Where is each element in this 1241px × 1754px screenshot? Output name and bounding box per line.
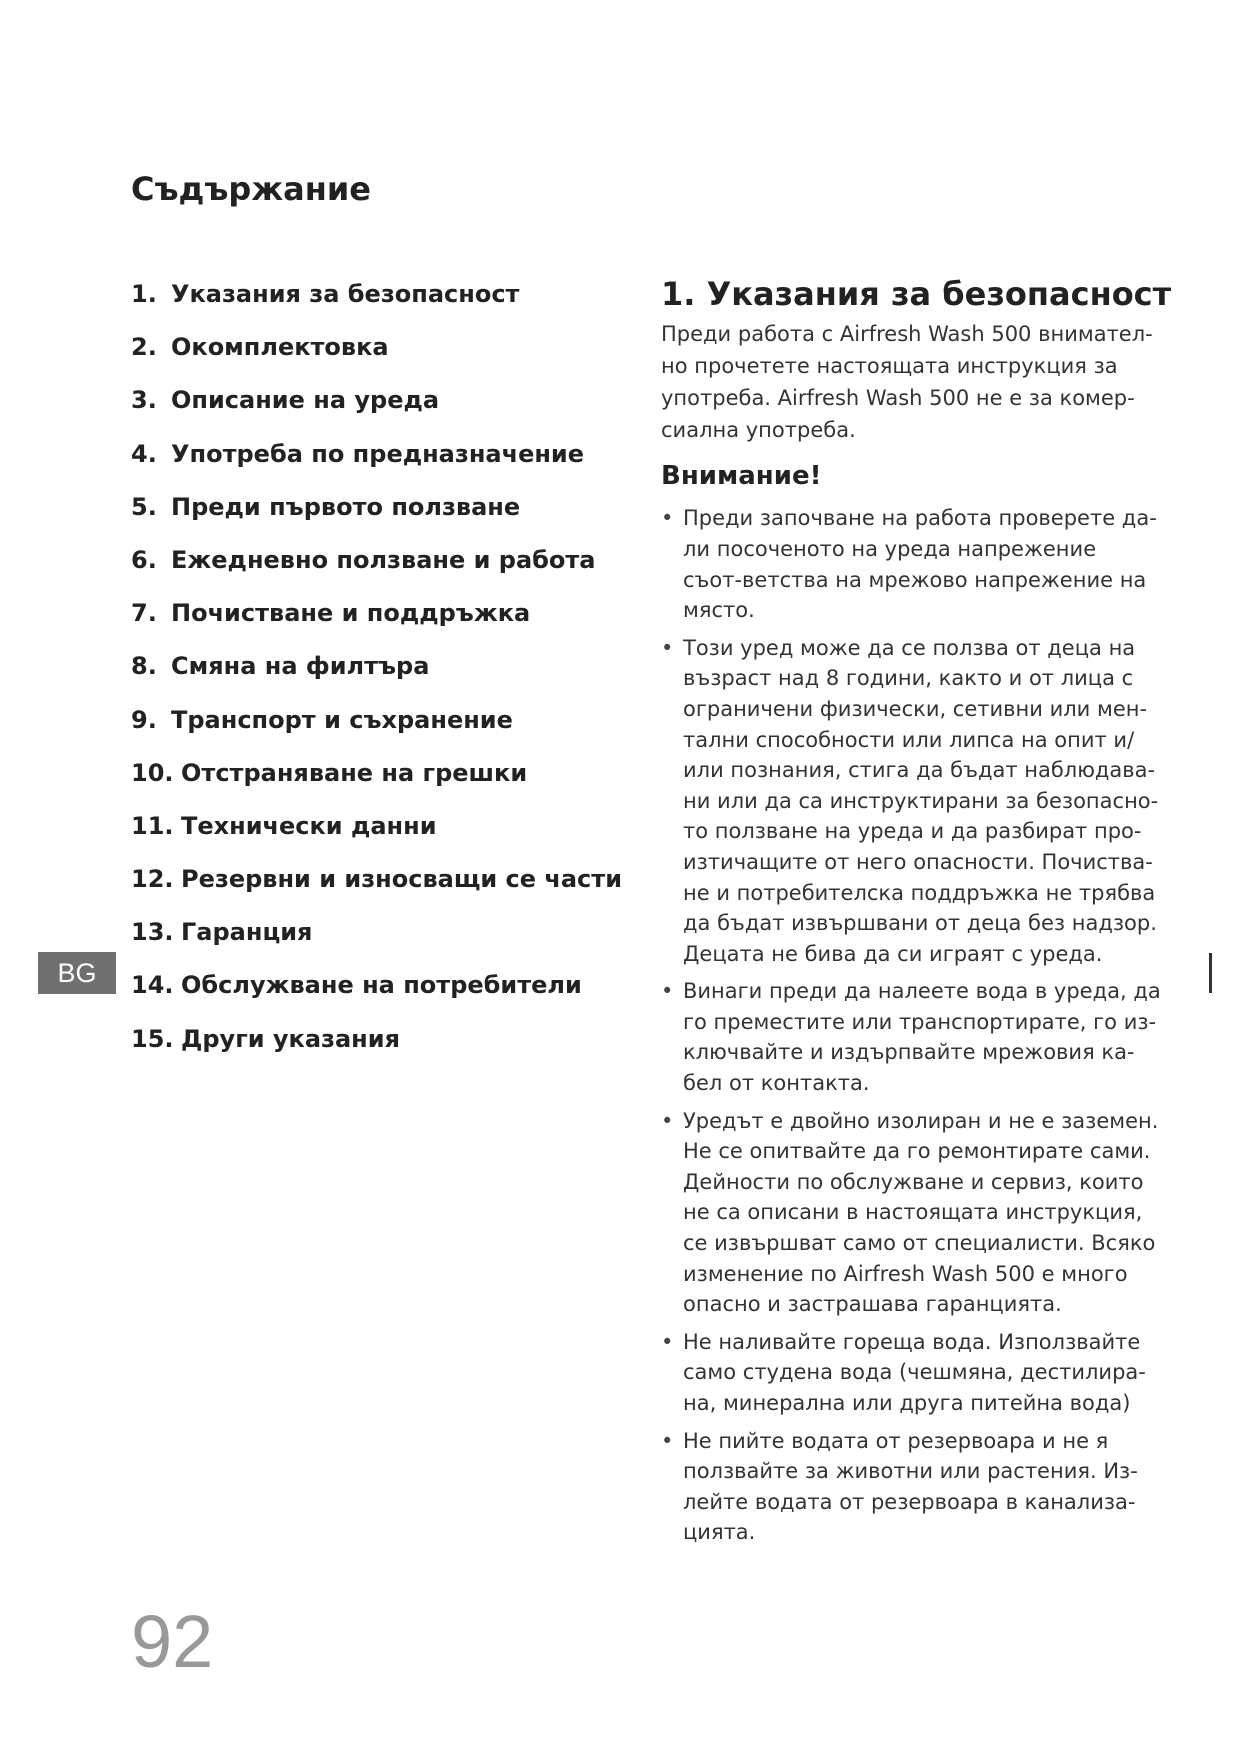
toc-item-label: Транспорт и съхранение <box>171 705 513 734</box>
toc-item-number: 10. <box>131 758 174 787</box>
toc-item-number: 12. <box>131 865 174 894</box>
toc-item <box>131 812 622 865</box>
list-item-text: Не наливайте гореща вода. Използвайте само студена вода (чешмяна, дестилира-на, минерална или друга питейна вода) <box>683 1329 1146 1416</box>
toc-title: Съдържание <box>131 170 371 208</box>
toc-item <box>131 386 622 439</box>
toc-item-number: 15. <box>131 1024 174 1053</box>
section-heading: 1. Указания за безопасност <box>661 275 1172 313</box>
toc-item <box>131 546 622 599</box>
toc-item-number: 1. <box>131 280 157 308</box>
toc-item-label: Гаранция <box>181 918 313 947</box>
toc-item-label: Смяна на филтъра <box>171 652 430 681</box>
toc-item-number: 7. <box>131 599 157 628</box>
list-item-text: Винаги преди да налеете вода в уреда, да го преместите или транспортирате, го из-ключвайте и издърпвайте мрежовия ка-бел от контакта. <box>683 979 1161 1096</box>
toc-item-label: Отстраняване на грешки <box>181 758 528 787</box>
toc-item <box>131 918 622 971</box>
toc-item-number: 13. <box>131 918 174 947</box>
toc-item-number: 11. <box>131 811 174 840</box>
list-item <box>661 1106 1161 1320</box>
toc-item-label: Почистване и поддръжка <box>171 599 531 628</box>
toc-item-number: 4. <box>131 439 157 468</box>
list-item <box>661 976 1161 1098</box>
toc-item-label: Технически данни <box>181 811 437 840</box>
toc-item <box>131 280 622 333</box>
bullet-icon: • <box>661 635 674 660</box>
toc-item <box>131 1025 622 1078</box>
toc-item-label: Други указания <box>181 1024 400 1053</box>
list-item <box>661 1327 1161 1419</box>
toc-item-label: Обслужване на потребители <box>181 971 582 1000</box>
toc-item-label: Ежедневно ползване и работа <box>171 545 596 574</box>
warning-list <box>661 503 1161 1548</box>
toc-item-label: Употреба по предназначение <box>171 439 585 468</box>
bullet-icon: • <box>661 1329 674 1354</box>
toc-item-label: Окомплектовка <box>171 333 389 362</box>
page-number: 92 <box>131 1600 214 1683</box>
table-of-contents <box>131 280 622 1078</box>
toc-item-number: 5. <box>131 492 157 521</box>
toc-item-number: 6. <box>131 545 157 574</box>
toc-item <box>131 759 622 812</box>
toc-item <box>131 865 622 918</box>
list-item <box>661 503 1161 625</box>
toc-item-number: 2. <box>131 333 157 362</box>
warning-title: Внимание! <box>661 460 822 491</box>
toc-item-number: 3. <box>131 386 157 415</box>
toc-item-number: 9. <box>131 705 157 734</box>
toc-item-label: Описание на уреда <box>171 386 440 415</box>
toc-item <box>131 706 622 759</box>
list-item <box>661 633 1161 970</box>
bullet-icon: • <box>661 979 674 1004</box>
toc-item <box>131 333 622 386</box>
toc-item-label: Указания за безопасност <box>171 280 520 308</box>
toc-item <box>131 971 622 1024</box>
toc-item-number: 8. <box>131 652 157 681</box>
list-item-text: Не пийте водата от резервоара и не я ползвайте за животни или растения. Из-лейте водата от резервоара в канализа-цията. <box>683 1428 1138 1545</box>
bullet-icon: • <box>661 506 674 531</box>
bullet-icon: • <box>661 1428 674 1453</box>
toc-item <box>131 599 622 652</box>
list-item-text: Този уред може да се ползва от деца на възраст над 8 години, както и от лица с ограничени физически, сетивни или мен-тални способности или липса на опит и/ или познания, стига да бъдат наблюдава-ни или да са инструктирани за безопасно-то ползване на уреда и да разбират про-изтичащите от него опасности. Почиства-не и потребителска поддръжка не трябва да бъдат извършвани от деца без надзор. Децата не бива да си играят с уреда. <box>683 635 1159 966</box>
list-item-text: Преди започване на работа проверете да-ли посоченото на уреда напрежение съот-ветства на мрежово напрежение на място. <box>683 506 1157 623</box>
toc-item <box>131 493 622 546</box>
page-edge-marker <box>1209 953 1212 993</box>
bullet-icon: • <box>661 1108 674 1133</box>
safety-section <box>661 274 1172 1555</box>
toc-item-label: Резервни и износващи се части <box>181 865 623 894</box>
toc-item <box>131 652 622 705</box>
section-intro: Преди работа с Airfresh Wash 500 внимател-но прочетете настоящата инструкция за употреба. Airfresh Wash 500 не е за комер-сиална употреба. <box>661 321 1153 442</box>
toc-item-number: 14. <box>131 971 174 1000</box>
list-item-text: Уредът е двойно изолиран и не е заземен. Не се опитвайте да го ремонтирате сами. Дейности по обслужване и сервиз, които не са описани в настоящата инструкция, се извършват само от специалисти. Всяко изменение по Airfresh Wash 500 е много опасно и застрашава гаранцията. <box>683 1108 1159 1317</box>
language-tab: BG <box>38 952 116 994</box>
toc-item-label: Преди първото ползване <box>171 492 521 521</box>
toc-item <box>131 440 622 493</box>
list-item <box>661 1426 1161 1548</box>
